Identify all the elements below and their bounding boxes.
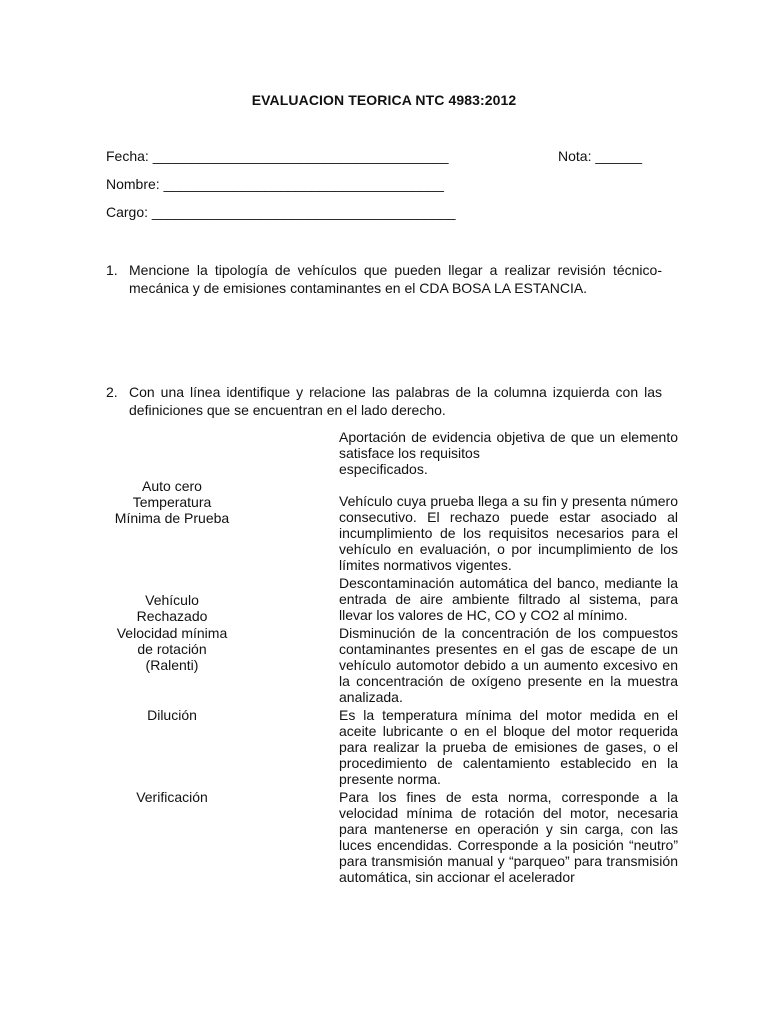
term-line: Dilución bbox=[147, 707, 197, 723]
term-line: (Ralenti) bbox=[145, 657, 199, 673]
term-line: Verificación bbox=[136, 789, 208, 805]
nota-field[interactable]: Nota: ______ bbox=[558, 148, 643, 164]
definition-vehiculo-rechazado bbox=[339, 493, 678, 573]
term-line: de rotación bbox=[137, 641, 207, 657]
definition-text: Vehículo cuya prueba llega a su fin y presenta número consecutivo. El rechazo puede estar asociado al incumplimiento de los requisitos necesarios para el vehículo en evaluación, o por incumplimiento de los límites normativos vigentes. bbox=[339, 493, 678, 573]
definition-text: Para los fines de esta norma, corresponde a la velocidad mínima de rotación del motor, necesaria para mantenerse en operación y sin carga, con las luces encendidas. Corresponde a la posición “neutro” para transmisión manual y “parqueo” para transmisión automática, sin accionar el acelerador bbox=[339, 789, 678, 885]
definition-text: Es la temperatura mínima del motor medida en el aceite lubricante o en el bloque del motor requerida para realizar la prueba de emisiones de gases, o el procedimiento de calentamiento establecido en la presente norma. bbox=[339, 707, 678, 787]
question-2 bbox=[106, 383, 662, 419]
definition-velocidad-minima bbox=[339, 789, 678, 885]
term-line: Rechazado bbox=[136, 608, 208, 624]
term-line: Velocidad mínima bbox=[116, 625, 228, 641]
definition-text: especificados. bbox=[339, 461, 428, 477]
definition-verificacion-cont bbox=[339, 461, 678, 477]
term-line: Temperatura bbox=[132, 494, 212, 510]
definition-dilucion bbox=[339, 625, 678, 705]
term-line: Auto cero bbox=[142, 478, 202, 494]
term-line: Vehículo bbox=[145, 592, 199, 608]
definition-text: Descontaminación automática del banco, mediante la entrada de aire ambiente filtrado al sistema, para llevar los valores de HC, CO y CO2 al mínimo. bbox=[339, 575, 678, 623]
question-text: Mencione la tipología de vehículos que pueden llegar a realizar revisión técnico-mecánica y de emisiones contaminantes en el CDA BOSA LA ESTANCIA. bbox=[129, 262, 662, 296]
cargo-field[interactable]: Cargo: _______________________________________ bbox=[106, 204, 456, 220]
document-title: EVALUACION TEORICA NTC 4983:2012 bbox=[251, 92, 517, 108]
question-1 bbox=[106, 261, 662, 297]
term-line: Mínima de Prueba bbox=[114, 510, 230, 526]
definition-auto-cero bbox=[339, 575, 678, 623]
question-number: 2. bbox=[106, 384, 118, 400]
question-number: 1. bbox=[106, 262, 118, 278]
question-text: Con una línea identifique y relacione las palabras de la columna izquierda con las definiciones que se encuentran en el lado derecho. bbox=[129, 384, 662, 418]
definition-text: Disminución de la concentración de los compuestos contaminantes presentes en el gas de escape de un vehículo automotor debido a un aumento excesivo en la concentración de oxígeno presente en la muestra analizada. bbox=[339, 625, 678, 705]
nombre-field[interactable]: Nombre: ____________________________________ bbox=[106, 176, 444, 192]
definition-text: Aportación de evidencia objetiva de que un elemento satisface los requisitos bbox=[339, 429, 678, 461]
fecha-field[interactable]: Fecha: ______________________________________ bbox=[106, 148, 449, 164]
definition-verificacion bbox=[339, 429, 678, 461]
definition-temperatura-minima bbox=[339, 707, 678, 787]
